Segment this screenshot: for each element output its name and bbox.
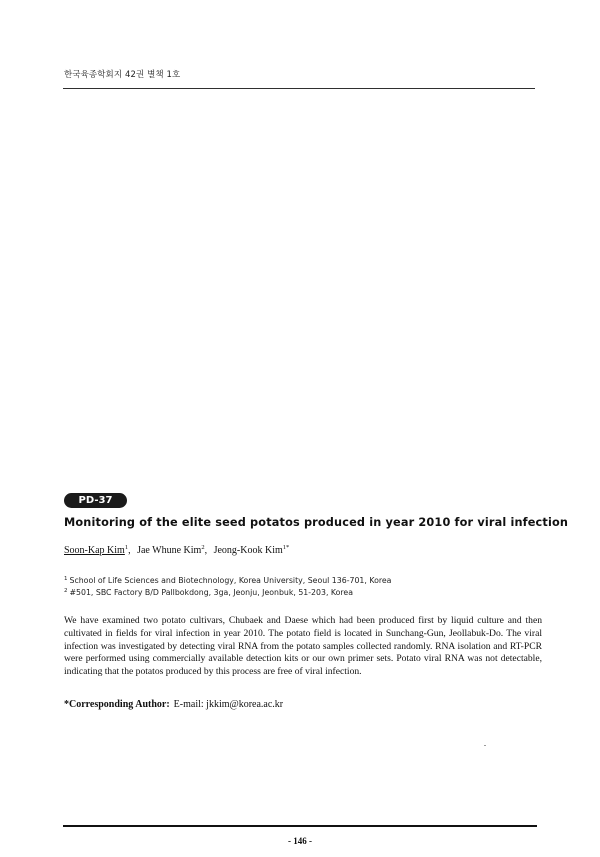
- corresponding-author: [64, 699, 283, 710]
- paper-title: Monitoring of the elite seed potatos produced in year 2010 for viral infection: [64, 516, 569, 529]
- affiliation-text: School of Life Sciences and Biotechnology, Korea University, Seoul 136-701, Korea: [69, 576, 392, 585]
- author-affiliation-mark: 1: [124, 544, 129, 551]
- abstract-body: We have examined two potato cultivars, Chubaek and Daese which had been produced first by liquid culture and then cultivated in fields for viral infection in year 2010. The potato field is located in Sunchang-Gun, Jeollabuk-Do. The viral infection was investigated by detecting viral RNA from the potato samples collected randomly. RNA isolation and RT-PCR were performed using commercially available detection kits or our own primer sets. Potato viral RNA was not detectable, indicating that the potatos produced by this process are free of viral infection.: [64, 615, 542, 678]
- author-name: Soon-Kap Kim: [64, 545, 125, 556]
- header-rule: [63, 88, 535, 89]
- author-2: [137, 545, 211, 556]
- author-list: [64, 545, 289, 556]
- corresponding-author-email: E-mail: jkkim@korea.ac.kr: [173, 699, 284, 710]
- affiliation-mark: 1: [64, 576, 68, 582]
- author-separator: ,: [204, 545, 208, 556]
- author-name: Jae Whune Kim: [137, 545, 202, 556]
- footer-rule: [63, 825, 537, 827]
- author-affiliation-mark: 2: [201, 544, 205, 551]
- scan-speck: [484, 745, 486, 746]
- author-1: [64, 545, 135, 556]
- affiliation-2: [64, 587, 391, 599]
- author-name: Jeong-Kook Kim: [213, 545, 283, 556]
- affiliation-1: [64, 575, 391, 587]
- abstract-id-badge: PD-37: [64, 493, 127, 508]
- page-number: - 146 -: [288, 836, 312, 846]
- author-affiliation-mark: 1*: [282, 544, 290, 551]
- journal-header: 한국육종학회지 42권 별책 1호: [64, 70, 181, 80]
- affiliation-mark: 2: [64, 587, 68, 594]
- affiliation-text: #501, SBC Factory B/D Pallbokdong, 3ga, Jeonju, Jeonbuk, 51-203, Korea: [69, 587, 354, 597]
- corresponding-author-label: *Corresponding Author:: [64, 699, 170, 710]
- author-3: [214, 545, 290, 556]
- author-separator: ,: [128, 545, 131, 556]
- affiliation-list: [64, 575, 391, 598]
